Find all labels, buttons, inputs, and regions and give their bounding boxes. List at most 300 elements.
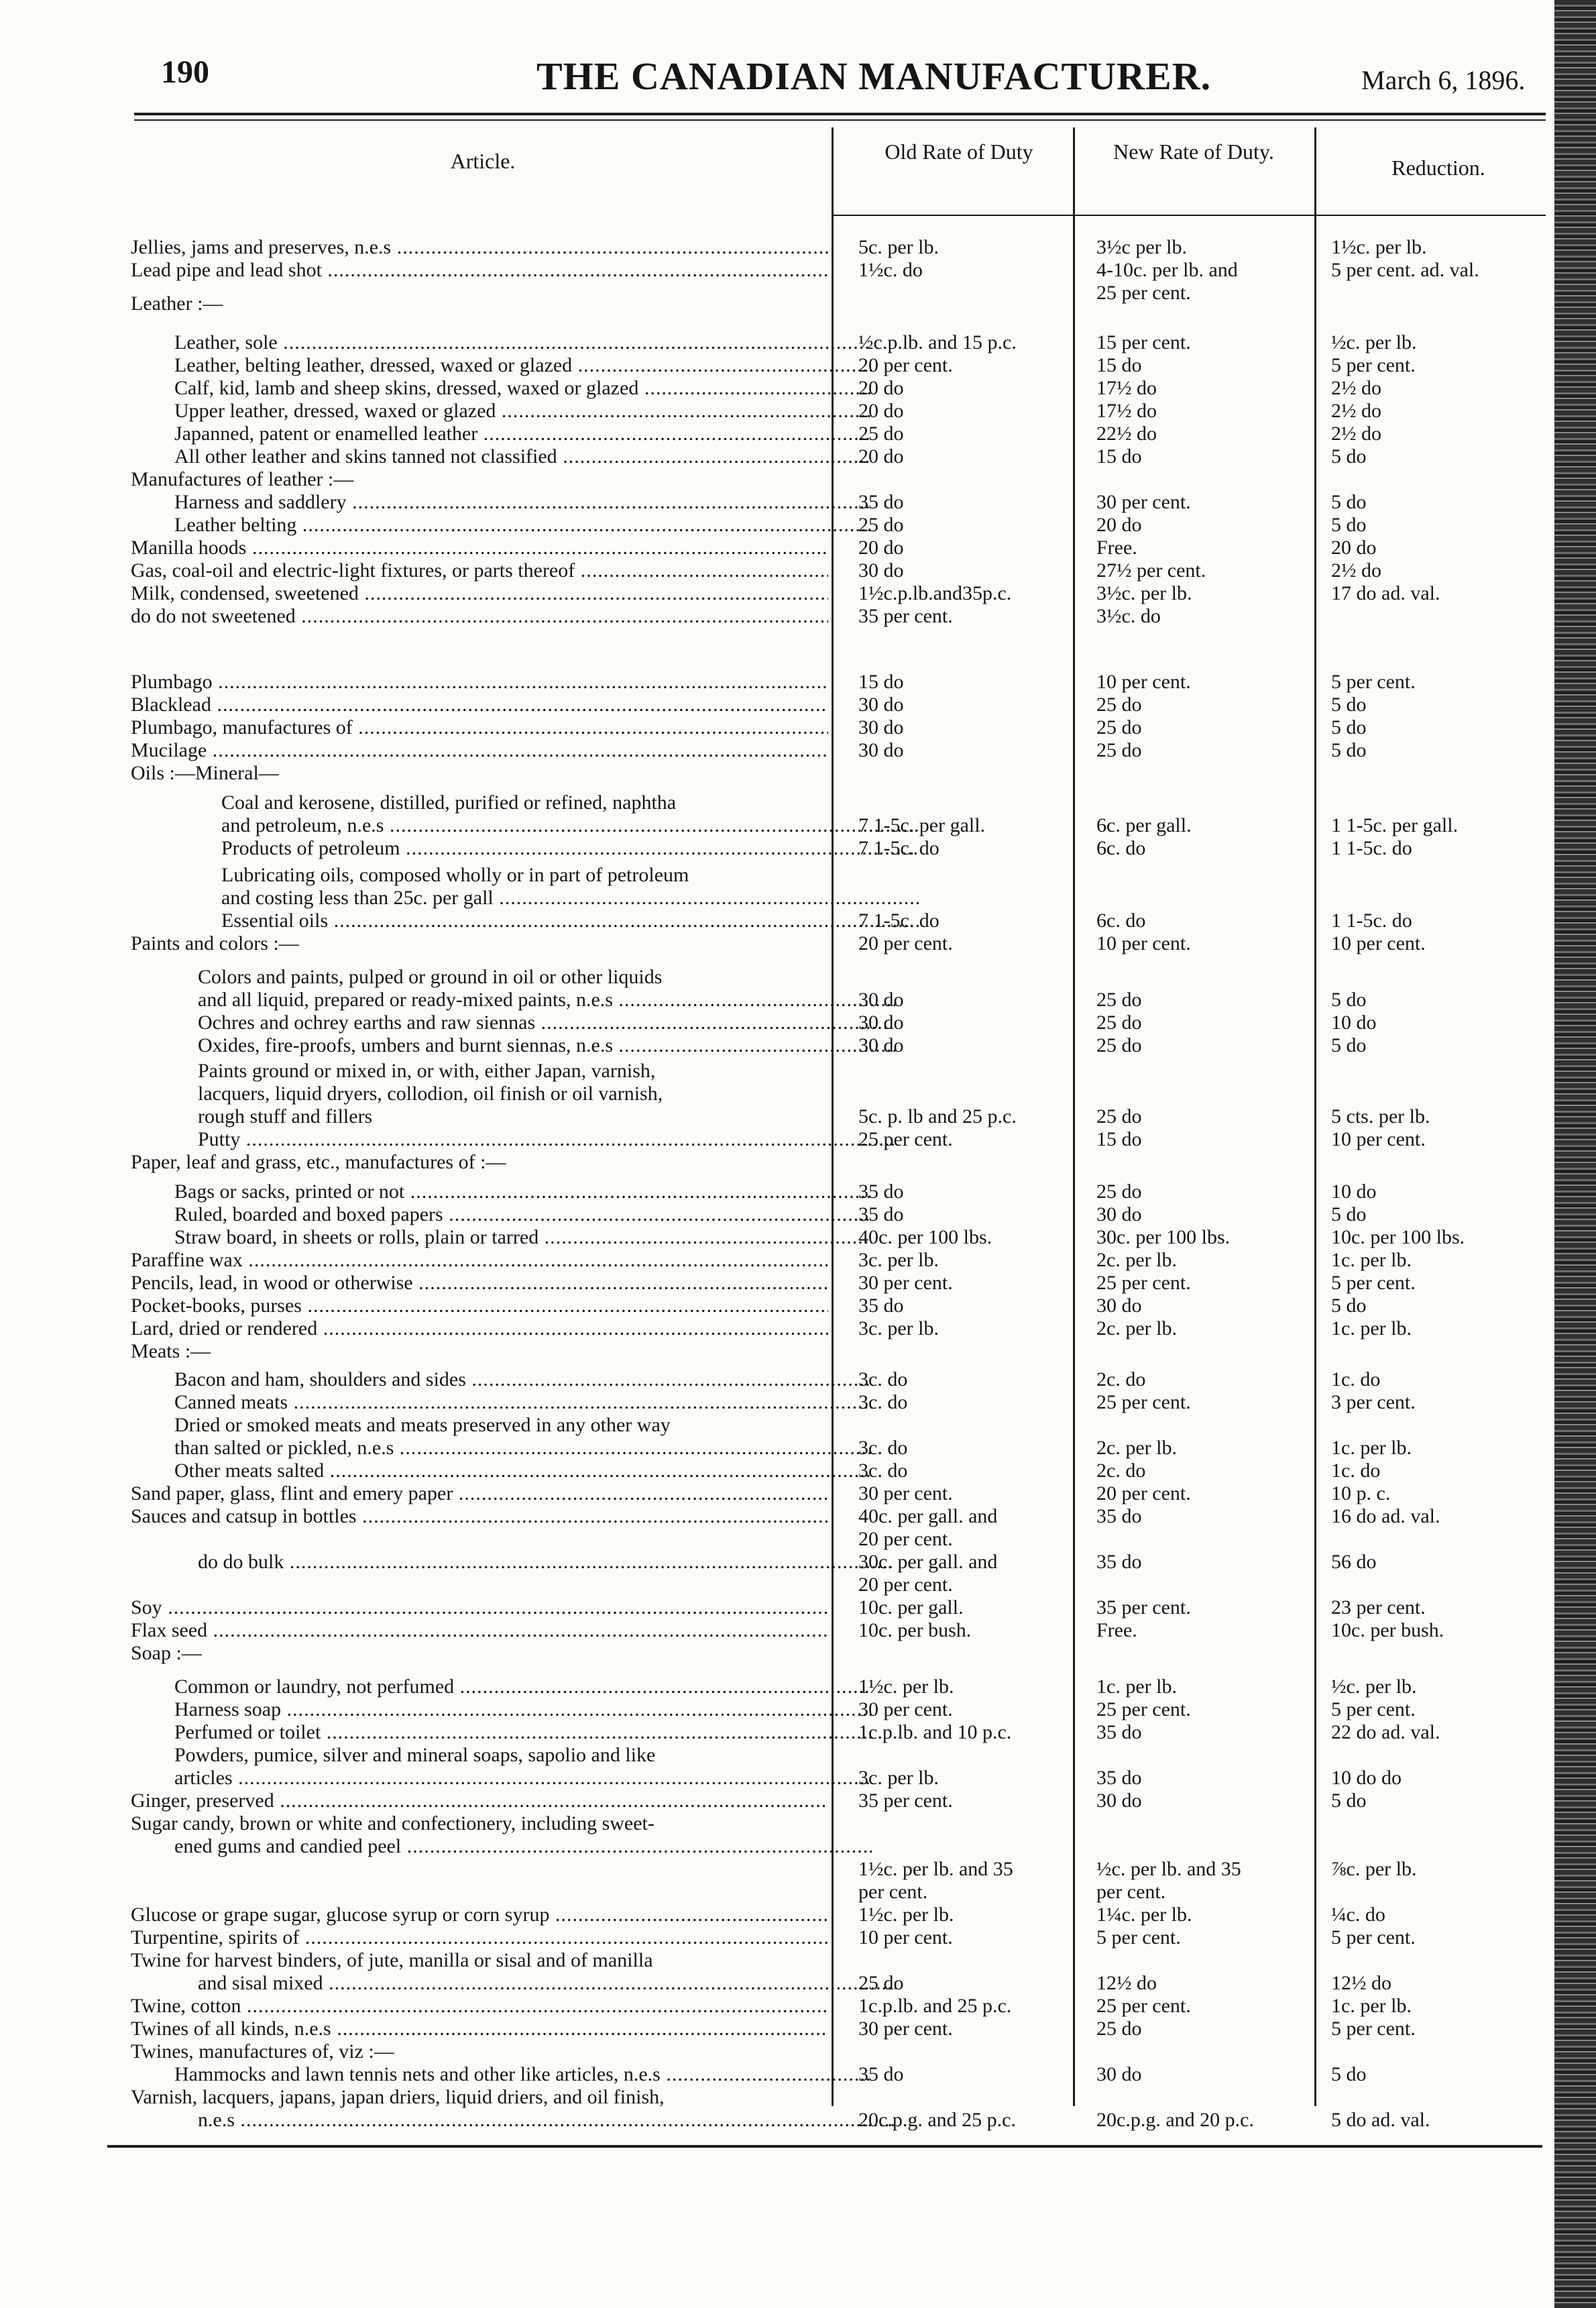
new-rate-cell: 25 per cent. <box>1096 1995 1191 2017</box>
old-rate-cell: 35 per cent. <box>858 1790 953 1812</box>
article-cell: Dried or smoked meats and meats preserved in any other way <box>174 1414 671 1436</box>
old-rate-cell: 30 do <box>858 716 904 738</box>
article-cell: do do not sweetened ..... <box>131 605 828 628</box>
old-rate-cell: 3c. per lb. <box>858 1317 939 1339</box>
table-row <box>0 2086 1596 2109</box>
old-rate-cell: per cent. <box>858 1881 928 1903</box>
old-rate-cell: 1½c. do <box>858 259 923 281</box>
article-cell: Straw board, in sheets or rolls, plain or tarred ..... <box>174 1226 872 1249</box>
old-rate-cell: 30 do <box>858 1011 904 1034</box>
reduction-cell: 1 1-5c. per gall. <box>1331 814 1459 836</box>
journal-title: THE CANADIAN MANUFACTURER. <box>536 54 1212 98</box>
article-cell: Upper leather, dressed, waxed or glazed ..... <box>174 400 872 423</box>
article-cell: rough stuff and fillers <box>198 1105 373 1128</box>
article-cell: Twines of all kinds, n.e.s ..... <box>131 2018 828 2040</box>
article-cell: Pocket-books, purses ..... <box>131 1295 828 1317</box>
old-rate-cell: 1c.p.lb. and 10 p.c. <box>858 1721 1012 1743</box>
reduction-cell: 1c. per lb. <box>1331 1437 1412 1459</box>
new-rate-cell: 17½ do <box>1096 377 1157 399</box>
table-row <box>0 966 1596 989</box>
old-rate-cell: 1½c. per lb. <box>858 1904 954 1926</box>
reduction-cell: 12½ do <box>1331 1972 1391 1994</box>
table-row <box>0 1180 1596 1203</box>
table-row <box>0 1414 1596 1437</box>
article-cell: Oxides, fire-proofs, umbers and burnt siennas, n.e.s ..... <box>198 1034 895 1057</box>
table-row <box>0 1203 1596 1226</box>
reduction-cell: 5 per cent. <box>1331 1272 1416 1294</box>
table-row <box>0 1881 1596 1904</box>
table-row <box>0 605 1596 628</box>
old-rate-cell: 35 do <box>858 491 904 513</box>
table-row <box>0 400 1596 423</box>
old-rate-cell: 1½c. per lb. and 35 <box>858 1858 1013 1880</box>
old-rate-cell: 40c. per gall. and <box>858 1505 998 1527</box>
article-cell: All other leather and skins tanned not classified ..... <box>174 445 872 468</box>
article-cell: Flax seed ..... <box>131 1619 828 1642</box>
old-rate-cell: 30 do <box>858 559 904 582</box>
table-row <box>0 292 1596 315</box>
reduction-cell: 1c. do <box>1331 1460 1381 1482</box>
table-row <box>0 1995 1596 2018</box>
new-rate-cell: 20 per cent. <box>1096 1482 1191 1504</box>
col-header-old-rate: Old Rate of Duty <box>885 140 1033 164</box>
article-cell: Powders, pumice, silver and mineral soaps, sapolio and like <box>174 1744 656 1766</box>
old-rate-cell: 35 do <box>858 2063 904 2085</box>
reduction-cell: 5 do <box>1331 716 1367 738</box>
new-rate-cell: 30 do <box>1096 1295 1142 1317</box>
table-row <box>0 1551 1596 1574</box>
reduction-cell: 1c. per lb. <box>1331 1317 1412 1339</box>
reduction-cell: 10 per cent. <box>1331 932 1426 954</box>
old-rate-cell: 35 do <box>858 1295 904 1317</box>
old-rate-cell: 20 per cent. <box>858 1528 953 1550</box>
article-cell: and costing less than 25c. per gall ..... <box>221 887 919 910</box>
reduction-cell: 1½c. per lb. <box>1331 236 1427 258</box>
new-rate-cell: 4-10c. per lb. and <box>1096 259 1238 281</box>
article-cell: Ochres and ochrey earths and raw siennas ..... <box>198 1011 895 1034</box>
new-rate-cell: 3½c. do <box>1096 605 1161 627</box>
new-rate-cell: 25 do <box>1096 716 1142 738</box>
table-row <box>0 1128 1596 1151</box>
article-cell: Sugar candy, brown or white and confectionery, including sweet- <box>131 1812 654 1834</box>
reduction-cell: 5 do <box>1331 989 1367 1011</box>
table-row <box>0 1675 1596 1698</box>
article-cell: Oils :—Mineral— <box>131 762 279 784</box>
old-rate-cell: 30 per cent. <box>858 2018 953 2040</box>
table-row <box>0 791 1596 814</box>
table-row <box>0 671 1596 694</box>
table-row <box>0 377 1596 400</box>
new-rate-cell: 25 do <box>1096 1011 1142 1034</box>
reduction-cell: 5 do <box>1331 1203 1367 1225</box>
table-row <box>0 1619 1596 1642</box>
article-cell: Twine for harvest binders, of jute, manilla or sisal and of manilla <box>131 1949 653 1971</box>
reduction-cell: 5 cts. per lb. <box>1331 1105 1430 1128</box>
new-rate-cell: 25 per cent. <box>1096 1391 1191 1413</box>
old-rate-cell: 7 1-5c. per gall. <box>858 814 986 836</box>
new-rate-cell: 25 do <box>1096 1180 1142 1203</box>
table-row <box>0 1812 1596 1835</box>
table-row <box>0 1317 1596 1340</box>
table-row <box>0 1642 1596 1665</box>
reduction-cell: 5 do <box>1331 2063 1367 2085</box>
table-row <box>0 1105 1596 1128</box>
new-rate-cell: 1¼c. per lb. <box>1096 1904 1192 1926</box>
reduction-cell: 5 do <box>1331 1790 1367 1812</box>
reduction-cell: 56 do <box>1331 1551 1377 1573</box>
article-cell: and petroleum, n.e.s ..... <box>221 814 919 837</box>
old-rate-cell: 30 per cent. <box>858 1482 953 1504</box>
article-cell: do do bulk ..... <box>198 1551 895 1574</box>
old-rate-cell: 3c. per lb. <box>858 1249 939 1271</box>
reduction-cell: 2½ do <box>1331 377 1381 399</box>
reduction-cell: 1 1-5c. do <box>1331 837 1412 859</box>
new-rate-cell: 30 per cent. <box>1096 491 1191 513</box>
new-rate-cell: 25 do <box>1096 1105 1142 1128</box>
reduction-cell: 23 per cent. <box>1331 1596 1426 1618</box>
new-rate-cell: 30 do <box>1096 1790 1142 1812</box>
article-cell: Japanned, patent or enamelled leather ..... <box>174 423 872 445</box>
article-cell: Twines, manufactures of, viz :— <box>131 2040 394 2063</box>
old-rate-cell: 25 do <box>858 514 904 536</box>
table-row <box>0 864 1596 887</box>
article-cell: Gas, coal-oil and electric-light fixtures, or parts thereof ..... <box>131 559 828 582</box>
table-row <box>0 259 1596 282</box>
old-rate-cell: 20c.p.g. and 25 p.c. <box>858 2109 1016 2131</box>
new-rate-cell: 5 per cent. <box>1096 1926 1181 1948</box>
new-rate-cell: 10 per cent. <box>1096 671 1191 693</box>
new-rate-cell: 3½c per lb. <box>1096 236 1187 258</box>
table-row <box>0 814 1596 837</box>
new-rate-cell: 15 per cent. <box>1096 331 1191 353</box>
new-rate-cell: 25 per cent. <box>1096 1698 1191 1720</box>
new-rate-cell: 25 do <box>1096 2018 1142 2040</box>
table-row <box>0 694 1596 716</box>
article-cell: Varnish, lacquers, japans, japan driers, liquid driers, and oil finish, <box>131 2086 665 2108</box>
article-cell: ened gums and candied peel ..... <box>174 1835 872 1858</box>
article-cell: Essential oils ..... <box>221 910 919 932</box>
new-rate-cell: 15 do <box>1096 354 1142 376</box>
old-rate-cell: 5c. per lb. <box>858 236 939 258</box>
table-row <box>0 1972 1596 1995</box>
new-rate-cell: 2c. do <box>1096 1460 1146 1482</box>
article-cell: n.e.s ..... <box>198 2109 895 2132</box>
reduction-cell: 10 do <box>1331 1180 1377 1203</box>
old-rate-cell: 7 1-5c. do <box>858 910 939 932</box>
old-rate-cell: 30 do <box>858 1034 904 1056</box>
reduction-cell: 10 do <box>1331 1011 1377 1034</box>
old-rate-cell: 10c. per bush. <box>858 1619 972 1641</box>
old-rate-cell: 35 per cent. <box>858 605 953 627</box>
new-rate-cell: ½c. per lb. and 35 <box>1096 1858 1241 1880</box>
article-cell: Twine, cotton ..... <box>131 1995 828 2018</box>
article-cell: Lead pipe and lead shot ..... <box>131 259 828 282</box>
new-rate-cell: 35 do <box>1096 1551 1142 1573</box>
article-cell: Harness soap ..... <box>174 1698 872 1721</box>
table-row <box>0 236 1596 259</box>
article-cell: Jellies, jams and preserves, n.e.s ..... <box>131 236 828 259</box>
table-row <box>0 1083 1596 1105</box>
table-row <box>0 1060 1596 1083</box>
table-row <box>0 1949 1596 1972</box>
table-row <box>0 2040 1596 2063</box>
old-rate-cell: 3c. per lb. <box>858 1767 939 1789</box>
col-header-article: Article. <box>450 149 516 173</box>
article-cell: Leather belting ..... <box>174 514 872 537</box>
table-row <box>0 423 1596 445</box>
article-cell: Paints and colors :— <box>131 932 299 954</box>
new-rate-cell: 6c. do <box>1096 837 1146 859</box>
new-rate-cell: 30 do <box>1096 1203 1142 1225</box>
new-rate-cell: per cent. <box>1096 1881 1166 1903</box>
table-row <box>0 1151 1596 1174</box>
new-rate-cell: 35 do <box>1096 1721 1142 1743</box>
new-rate-cell: 20 do <box>1096 514 1142 536</box>
article-cell: lacquers, liquid dryers, collodion, oil finish or oil varnish, <box>198 1083 663 1105</box>
article-cell: Common or laundry, not perfumed ..... <box>174 1675 872 1698</box>
reduction-cell: 2½ do <box>1331 559 1381 582</box>
new-rate-cell: 10 per cent. <box>1096 932 1191 954</box>
new-rate-cell: 27½ per cent. <box>1096 559 1206 582</box>
article-cell: Colors and paints, pulped or ground in oil or other liquids <box>198 966 663 988</box>
reduction-cell: 5 do <box>1331 445 1367 468</box>
new-rate-cell: 6c. per gall. <box>1096 814 1192 836</box>
article-cell: Perfumed or toilet ..... <box>174 1721 872 1744</box>
article-cell: Paraffine wax ..... <box>131 1249 828 1272</box>
article-cell: Plumbago, manufactures of ..... <box>131 716 828 739</box>
article-cell: Pencils, lead, in wood or otherwise ..... <box>131 1272 828 1295</box>
old-rate-cell: 15 do <box>858 671 904 693</box>
new-rate-cell: 20c.p.g. and 20 p.c. <box>1096 2109 1254 2131</box>
reduction-cell: 17 do ad. val. <box>1331 582 1440 604</box>
article-cell: Paints ground or mixed in, or with, either Japan, varnish, <box>198 1060 656 1082</box>
table-row <box>0 1790 1596 1812</box>
reduction-cell: 5 do <box>1331 1295 1367 1317</box>
article-cell: Products of petroleum ..... <box>221 837 919 860</box>
table-row <box>0 1721 1596 1744</box>
article-cell: Other meats salted ..... <box>174 1460 872 1482</box>
table-row <box>0 1904 1596 1926</box>
old-rate-cell: 1½c. per lb. <box>858 1675 954 1698</box>
article-cell: articles ..... <box>174 1767 872 1790</box>
table-row <box>0 932 1596 955</box>
article-cell: and sisal mixed ..... <box>198 1972 895 1995</box>
article-cell: and all liquid, prepared or ready-mixed paints, n.e.s ..... <box>198 989 895 1011</box>
old-rate-cell: 3c. do <box>858 1391 908 1413</box>
new-rate-cell: 25 do <box>1096 989 1142 1011</box>
old-rate-cell: 30c. per gall. and <box>858 1551 998 1573</box>
reduction-cell: 5 per cent. <box>1331 354 1416 376</box>
table-row <box>0 1698 1596 1721</box>
reduction-cell: 2½ do <box>1331 400 1381 422</box>
table-row <box>0 582 1596 605</box>
new-rate-cell: 35 do <box>1096 1767 1142 1789</box>
table-row <box>0 559 1596 582</box>
reduction-cell: ½c. per lb. <box>1331 1675 1417 1698</box>
old-rate-cell: 35 do <box>858 1180 904 1203</box>
article-cell: Ginger, preserved ..... <box>131 1790 828 1812</box>
new-rate-cell: 15 do <box>1096 1128 1142 1150</box>
article-cell: Plumbago ..... <box>131 671 828 694</box>
old-rate-cell: 20 per cent. <box>858 1574 953 1596</box>
bottom-rule <box>107 2145 1542 2148</box>
old-rate-cell: 20 per cent. <box>858 354 953 376</box>
table-row <box>0 491 1596 514</box>
old-rate-cell: 25 do <box>858 1972 904 1994</box>
reduction-cell: 5 per cent. <box>1331 671 1416 693</box>
reduction-cell: 10 per cent. <box>1331 1128 1426 1150</box>
table-row <box>0 716 1596 739</box>
article-cell: Lard, dried or rendered ..... <box>131 1317 828 1340</box>
reduction-cell: 1c. do <box>1331 1368 1381 1390</box>
article-cell: Manilla hoods ..... <box>131 537 828 559</box>
table-row <box>0 1744 1596 1767</box>
table-row <box>0 1858 1596 1881</box>
old-rate-cell: 10c. per gall. <box>858 1596 964 1618</box>
new-rate-cell: 2c. per lb. <box>1096 1249 1177 1271</box>
reduction-cell: 1c. per lb. <box>1331 1995 1412 2017</box>
article-cell: Leather, sole ..... <box>174 331 872 354</box>
old-rate-cell: 30 per cent. <box>858 1698 953 1720</box>
reduction-cell: ¼c. do <box>1331 1904 1385 1926</box>
reduction-cell: 10c. per 100 lbs. <box>1331 1226 1465 1248</box>
table-row <box>0 1226 1596 1249</box>
article-cell: Milk, condensed, sweetened ..... <box>131 582 828 605</box>
page-number: 190 <box>161 54 209 90</box>
reduction-cell: 5 do <box>1331 1034 1367 1056</box>
new-rate-cell: 30c. per 100 lbs. <box>1096 1226 1231 1248</box>
new-rate-cell: 25 do <box>1096 739 1142 761</box>
old-rate-cell: 40c. per 100 lbs. <box>858 1226 992 1248</box>
reduction-cell: ⅞c. per lb. <box>1331 1858 1417 1880</box>
table-row <box>0 1596 1596 1619</box>
article-cell: Glucose or grape sugar, glucose syrup or corn syrup ..... <box>131 1904 828 1926</box>
table-row <box>0 762 1596 785</box>
new-rate-cell: 35 per cent. <box>1096 1596 1191 1618</box>
table-row <box>0 1034 1596 1057</box>
reduction-cell: 5 do <box>1331 491 1367 513</box>
article-cell: Blacklead ..... <box>131 694 828 716</box>
old-rate-cell: ½c.p.lb. and 15 p.c. <box>858 331 1017 353</box>
table-row <box>0 739 1596 762</box>
reduction-cell: ½c. per lb. <box>1331 331 1417 353</box>
reduction-cell: 10c. per bush. <box>1331 1619 1444 1641</box>
reduction-cell: 5 per cent. <box>1331 1926 1416 1948</box>
reduction-cell: 5 do <box>1331 694 1367 716</box>
article-cell: Coal and kerosene, distilled, purified or refined, naphtha <box>221 791 677 814</box>
table-row <box>0 887 1596 910</box>
reduction-cell: 5 do <box>1331 739 1367 761</box>
col-header-new-rate: New Rate of Duty. <box>1113 140 1274 164</box>
table-row <box>0 1295 1596 1317</box>
table-row <box>0 2109 1596 2132</box>
reduction-cell: 16 do ad. val. <box>1331 1505 1440 1527</box>
old-rate-cell: 3c. do <box>858 1460 908 1482</box>
old-rate-cell: 20 do <box>858 537 904 559</box>
reduction-cell: 5 per cent. <box>1331 2018 1416 2040</box>
old-rate-cell: 20 per cent. <box>858 932 953 954</box>
old-rate-cell: 30 do <box>858 694 904 716</box>
new-rate-cell: Free. <box>1096 537 1137 559</box>
old-rate-cell: 25 per cent. <box>858 1128 953 1150</box>
article-cell: Bacon and ham, shoulders and sides ..... <box>174 1368 872 1391</box>
reduction-cell: 10 p. c. <box>1331 1482 1391 1504</box>
article-cell: Leather, belting leather, dressed, waxed or glazed ..... <box>174 354 872 377</box>
new-rate-cell: 12½ do <box>1096 1972 1157 1994</box>
table-row <box>0 1460 1596 1482</box>
article-cell: Ruled, boarded and boxed papers ..... <box>174 1203 872 1226</box>
old-rate-cell: 25 do <box>858 423 904 445</box>
reduction-cell: 5 per cent. <box>1331 1698 1416 1720</box>
new-rate-cell: 25 per cent. <box>1096 1272 1191 1294</box>
new-rate-cell: 25 do <box>1096 1034 1142 1056</box>
new-rate-cell: Free. <box>1096 1619 1137 1641</box>
new-rate-cell: 35 do <box>1096 1505 1142 1527</box>
table-row <box>0 354 1596 377</box>
article-cell: Paper, leaf and grass, etc., manufactures of :— <box>131 1151 506 1173</box>
table-row <box>0 331 1596 354</box>
table-row <box>0 910 1596 932</box>
article-cell: Manufactures of leather :— <box>131 468 354 490</box>
reduction-cell: 5 per cent. ad. val. <box>1331 259 1479 281</box>
new-rate-cell: 22½ do <box>1096 423 1157 445</box>
article-cell: Turpentine, spirits of ..... <box>131 1926 828 1949</box>
article-cell: Hammocks and lawn tennis nets and other like articles, n.e.s ..... <box>174 2063 872 2086</box>
new-rate-cell: 1c. per lb. <box>1096 1675 1177 1698</box>
article-cell: Soy ..... <box>131 1596 828 1619</box>
old-rate-cell: 1½c.p.lb.and35p.c. <box>858 582 1012 604</box>
table-row <box>0 1482 1596 1505</box>
reduction-cell: 10 do do <box>1331 1767 1402 1789</box>
table-row <box>0 1368 1596 1391</box>
table-row <box>0 1272 1596 1295</box>
table-row <box>0 1391 1596 1414</box>
old-rate-cell: 30 do <box>858 739 904 761</box>
reduction-cell: 1c. per lb. <box>1331 1249 1412 1271</box>
reduction-cell: 5 do <box>1331 514 1367 536</box>
old-rate-cell: 30 do <box>858 989 904 1011</box>
new-rate-cell: 2c. per lb. <box>1096 1317 1177 1339</box>
old-rate-cell: 3c. do <box>858 1437 908 1459</box>
issue-date: March 6, 1896. <box>1361 65 1526 95</box>
article-cell: Lubricating oils, composed wholly or in part of petroleum <box>221 864 689 886</box>
table-row <box>0 514 1596 537</box>
table-row <box>0 468 1596 491</box>
old-rate-cell: 1c.p.lb. and 25 p.c. <box>858 1995 1012 2017</box>
reduction-cell: 22 do ad. val. <box>1331 1721 1440 1743</box>
article-cell: Harness and saddlery ..... <box>174 491 872 514</box>
table-row <box>0 1574 1596 1596</box>
table-row <box>0 1835 1596 1858</box>
new-rate-cell: 2c. do <box>1096 1368 1146 1390</box>
old-rate-cell: 30 per cent. <box>858 1272 953 1294</box>
table-row <box>0 1767 1596 1790</box>
old-rate-cell: 20 do <box>858 400 904 422</box>
table-row <box>0 445 1596 468</box>
article-cell: Sand paper, glass, flint and emery paper ..... <box>131 1482 828 1505</box>
table-row <box>0 2063 1596 2086</box>
old-rate-cell: 20 do <box>858 377 904 399</box>
article-cell: Putty ..... <box>198 1128 895 1151</box>
table-row <box>0 1011 1596 1034</box>
article-cell: Meats :— <box>131 1340 211 1362</box>
old-rate-cell: 35 do <box>858 1203 904 1225</box>
old-rate-cell: 10 per cent. <box>858 1926 953 1948</box>
table-row <box>0 1437 1596 1460</box>
table-row <box>0 1926 1596 1949</box>
reduction-cell: 5 do ad. val. <box>1331 2109 1430 2131</box>
table-row <box>0 1505 1596 1528</box>
